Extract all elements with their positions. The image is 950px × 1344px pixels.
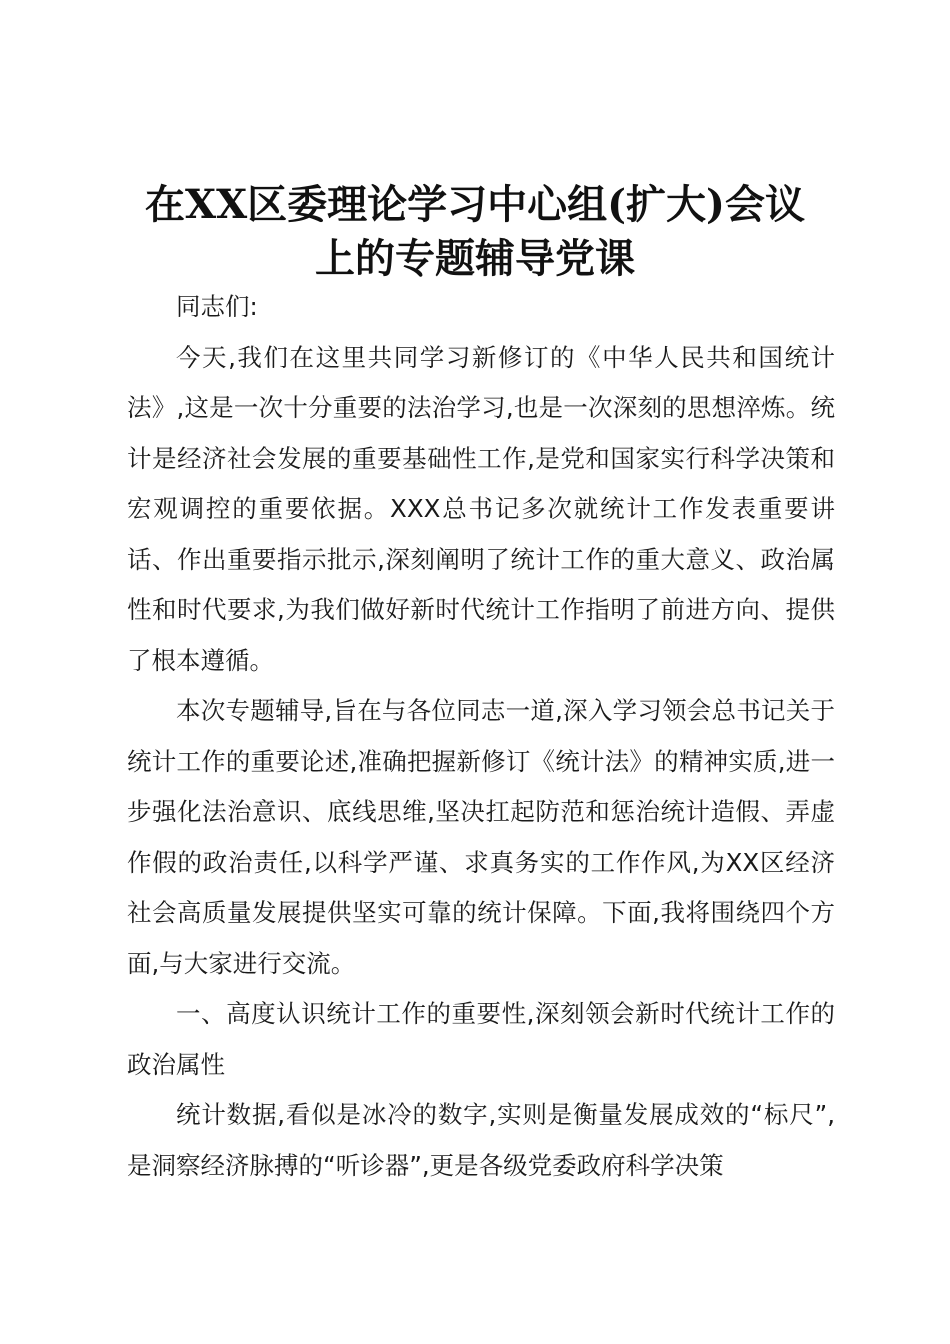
document-body xyxy=(127,282,835,1191)
document-title xyxy=(120,178,830,286)
title-line-1: 在XX区委理论学习中心组(扩大)会议 xyxy=(145,181,805,228)
title-line-2: 上的专题辅导党课 xyxy=(315,235,635,282)
section-1-paragraph: 统计数据,看似是冰冷的数字,实则是衡量发展成效的“标尺”,是洞察经济脉搏的“听诊器”,更是各级党委政府科学决策 xyxy=(127,1100,835,1180)
paragraph-purpose: 本次专题辅导,旨在与各位同志一道,深入学习领会总书记关于统计工作的重要论述,准确把握新修订《统计法》的精神实质,进一步强化法治意识、底线思维,坚决扛起防范和惩治统计造假、弄虚作假的政治责任,以科学严谨、求真务实的工作作风,为XX区经济社会高质量发展提供坚实可靠的统计保障。下面,我将围绕四个方面,与大家进行交流。 xyxy=(127,696,835,978)
section-heading-1: 一、高度认识统计工作的重要性,深刻领会新时代统计工作的政治属性 xyxy=(127,999,835,1079)
paragraph-intro: 今天,我们在这里共同学习新修订的《中华人民共和国统计法》,这是一次十分重要的法治学习,也是一次深刻的思想淬炼。统计是经济社会发展的重要基础性工作,是党和国家实行科学决策和宏观调控的重要依据。XXX总书记多次就统计工作发表重要讲话、作出重要指示批示,深刻阐明了统计工作的重大意义、政治属性和时代要求,为我们做好新时代统计工作指明了前进方向、提供了根本遵循。 xyxy=(127,342,835,675)
salutation: 同志们: xyxy=(176,292,258,321)
